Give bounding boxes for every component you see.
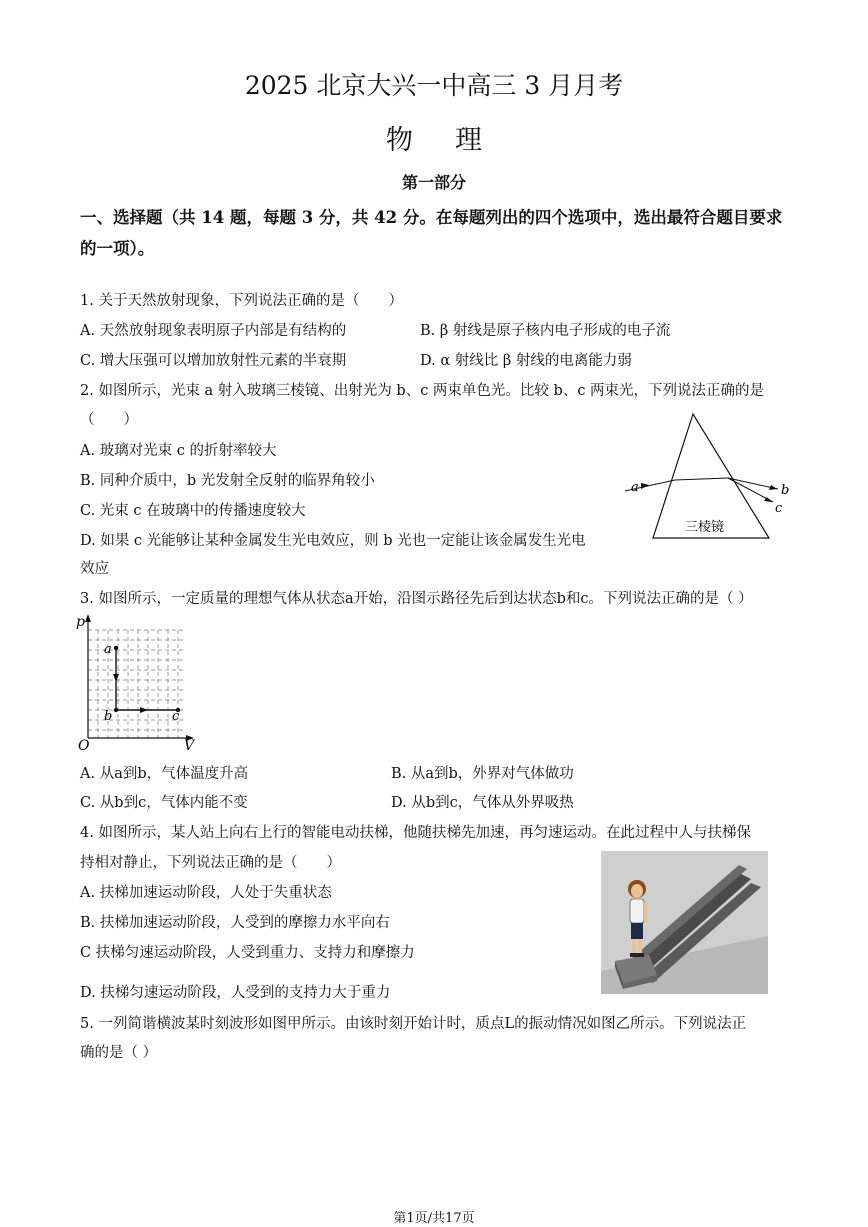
- q2-stem-line1: 2. 如图所示，光束 a 射入玻璃三棱镜、出射光为 b、c 两束单色光。比较 b、c 两束光，下列说法正确的是: [80, 383, 765, 399]
- q5-stem-line2: 确的是（ ）: [80, 1045, 158, 1061]
- q4-stem-line2: 持相对静止，下列说法正确的是（ ）: [80, 855, 341, 871]
- label-b: b: [781, 483, 790, 498]
- label-origin: O: [78, 738, 90, 752]
- q2-option-d-line2: 效应: [80, 561, 109, 577]
- q1-stem: 1. 关于天然放射现象，下列说法正确的是（ ）: [80, 293, 403, 309]
- q4-stem-line1: 4. 如图所示，某人站上向右上行的智能电动扶梯，他随扶梯先加速，再匀速运动。在此过程中人与扶梯保: [80, 825, 751, 841]
- q1-option-b: B. β 射线是原子核内电子形成的电子流: [420, 323, 671, 339]
- label-v: V: [184, 738, 195, 752]
- ray-b-arrow: [769, 485, 777, 490]
- subject-title: 物理: [386, 125, 524, 156]
- prism-caption: 三棱镜: [685, 520, 725, 535]
- point-a: [114, 646, 118, 650]
- q1-option-d: D. α 射线比 β 射线的电离能力弱: [420, 353, 632, 369]
- arrow-bc: [140, 707, 148, 713]
- q3-option-d: D. 从b到c，气体从外界吸热: [391, 795, 574, 811]
- q2-option-c: C. 光束 c 在玻璃中的传播速度较大: [80, 503, 306, 519]
- p-axis-arrow: [85, 614, 91, 622]
- pv-grid: [88, 630, 184, 738]
- label-state-c: c: [172, 709, 180, 724]
- q2-stem-line2: （ ）: [80, 412, 138, 428]
- section-instructions: 一、选择题（共 14 题，每题 3 分，共 42 分。在每题列出的四个选项中，选出最符合题目要求的一项）。: [80, 208, 783, 258]
- prism-figure: [615, 412, 805, 544]
- label-state-a: a: [104, 642, 112, 657]
- q2-option-d-line1: D. 如果 c 光能够让某种金属发生光电效应，则 b 光也一定能让该金属发生光电: [80, 533, 586, 549]
- q2-option-b: B. 同种介质中，b 光发射全反射的临界角较小: [80, 473, 375, 489]
- label-a: a: [631, 480, 639, 495]
- q3-option-c: C. 从b到c，气体内能不变: [80, 795, 248, 811]
- label-state-b: b: [104, 709, 113, 724]
- page-number: 第1页/共17页: [393, 1211, 475, 1226]
- q1-option-a: A. 天然放射现象表明原子内部是有结构的: [80, 323, 347, 339]
- point-b: [114, 708, 118, 712]
- pv-diagram: [76, 612, 200, 752]
- q3-option-a: A. 从a到b，气体温度升高: [80, 766, 249, 782]
- exam-title: 2025 北京大兴一中高三 3 月月考: [244, 71, 624, 100]
- q4-option-c: C 扶梯匀速运动阶段，人受到重力、支持力和摩擦力: [80, 945, 415, 961]
- q4-option-b: B. 扶梯加速运动阶段，人受到的摩擦力水平向右: [80, 915, 390, 931]
- q2-option-a: A. 玻璃对光束 c 的折射率较大: [80, 443, 277, 459]
- q4-option-d: D. 扶梯匀速运动阶段，人受到的支持力大于重力: [80, 985, 391, 1001]
- q3-stem: 3. 如图所示，一定质量的理想气体从状态a开始，沿图示路径先后到达状态b和c。下列说法正确的是（ ）: [80, 591, 753, 607]
- q1-option-c: C. 增大压强可以增加放射性元素的半衰期: [80, 353, 347, 369]
- q4-option-a: A. 扶梯加速运动阶段，人处于失重状态: [80, 885, 332, 901]
- q3-option-b: B. 从a到b，外界对气体做功: [391, 766, 574, 782]
- refracted-ray: [675, 478, 728, 480]
- label-p: p: [76, 614, 85, 630]
- part-heading: 第一部分: [401, 173, 466, 192]
- escalator-image: [601, 851, 768, 994]
- q5-stem-line1: 5. 一列简谐横波某时刻波形如图甲所示。由该时刻开始计时，质点L的振动情况如图乙所示。下列说法正: [80, 1016, 747, 1032]
- label-c: c: [775, 501, 783, 516]
